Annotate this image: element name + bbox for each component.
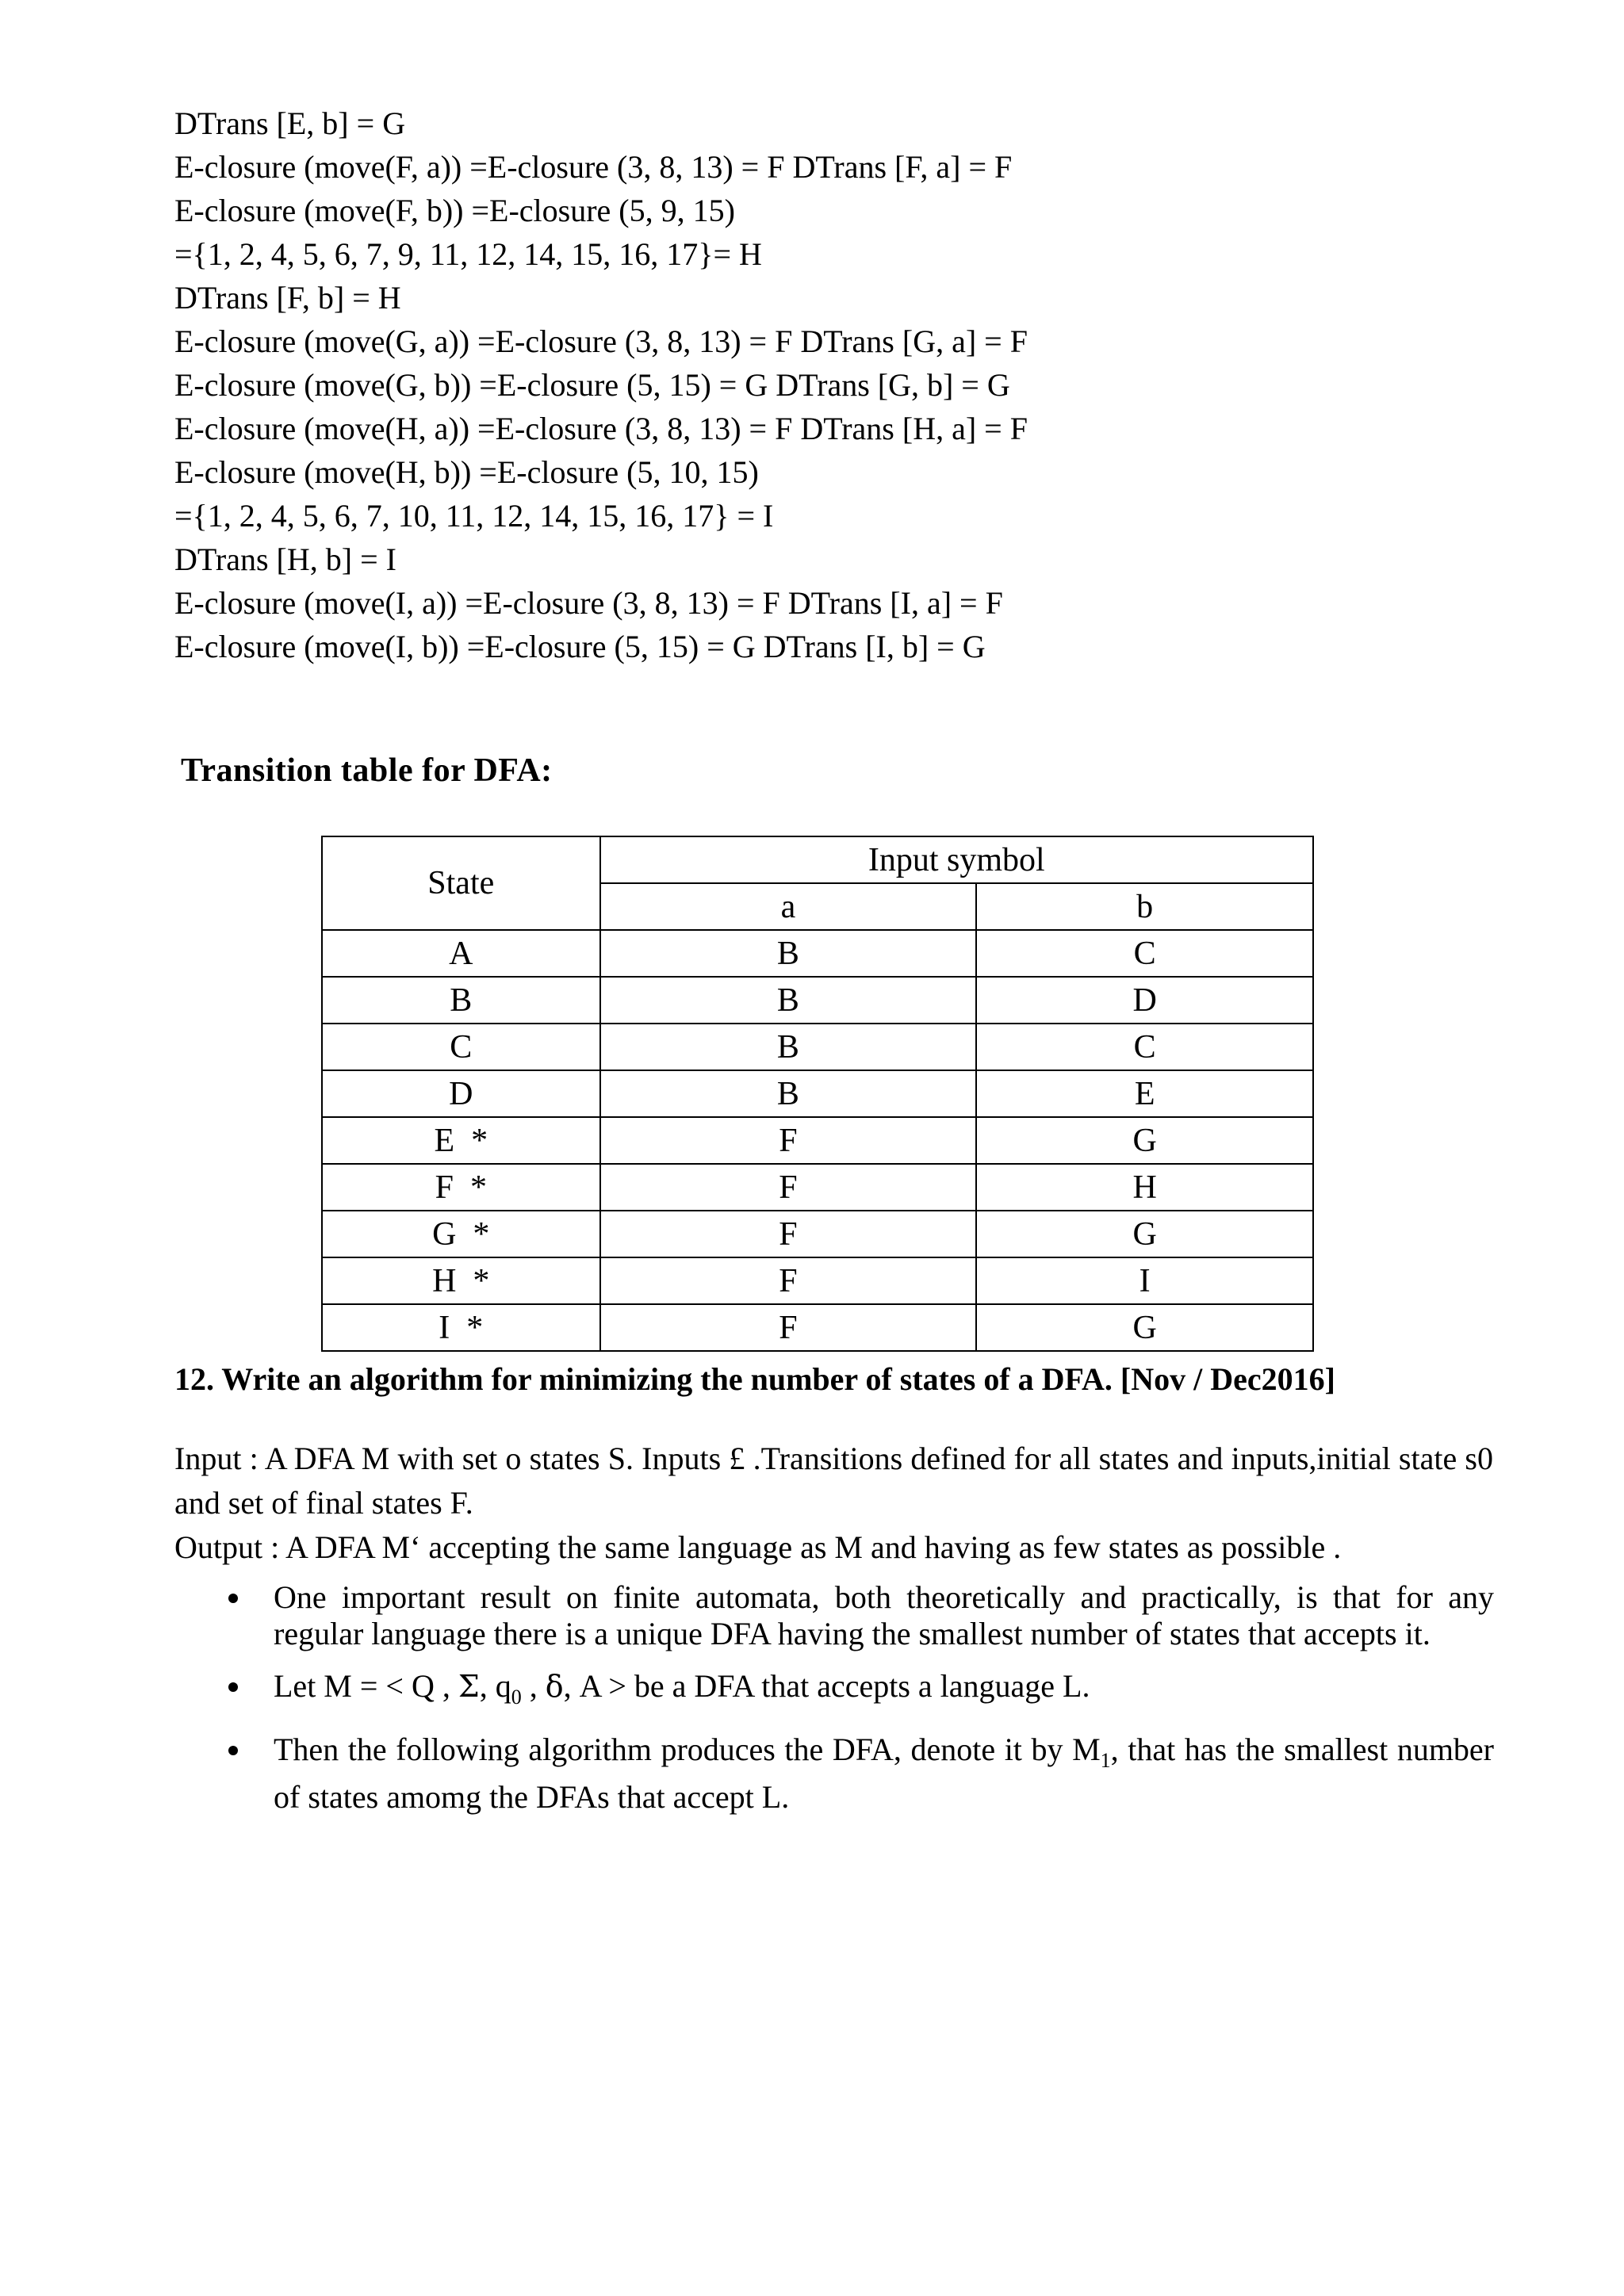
bullet-text: Let M = < Q , [274,1668,458,1704]
table-row [322,1257,1313,1304]
symbol-b-header: b [976,883,1313,930]
transition-b-cell: I [976,1257,1313,1304]
state-cell: B [322,977,600,1024]
subscript: 0 [511,1686,522,1709]
transition-b-cell: G [976,1211,1313,1257]
state-cell: F * [322,1164,600,1211]
table-title: Transition table for DFA: [181,752,553,789]
derivation-line: DTrans [F, b] = H [174,280,401,316]
derivation-line: ={1, 2, 4, 5, 6, 7, 10, 11, 12, 14, 15, 16, 17} = I [174,498,774,534]
derivation-line: E-closure (move(F, a)) =E-closure (3, 8, 13) = F DTrans [F, a] = F [174,149,1013,185]
table-row [322,1304,1313,1351]
output-paragraph: Output : A DFA M‘ accepting the same language as M and having as few states as possible . [174,1529,1342,1565]
transition-b-cell: G [976,1304,1313,1351]
state-cell: D [322,1070,600,1117]
state-header: State [322,836,600,930]
bullet-list [222,1579,1494,1831]
derivation-line: E-closure (move(I, b)) =E-closure (5, 15) = G DTrans [I, b] = G [174,629,986,664]
transition-b-cell: G [976,1117,1313,1164]
input-symbol-header: Input symbol [600,836,1313,883]
transition-b-cell: H [976,1164,1313,1211]
delta-symbol: δ [545,1669,564,1704]
bullet-text: One important result on finite automata, both theoretically and practically, is that for any regular language there is a unique DFA having the smallest number of states that accepts it. [274,1579,1494,1651]
input-paragraph: Input : A DFA M with set o states S. Inputs £ .Transitions defined for all states and inputs,initial state s0 and set of final states F. [174,1441,1493,1521]
list-item [222,1732,1494,1816]
derivation-line: E-closure (move(G, a)) =E-closure (3, 8, 13) = F DTrans [G, a] = F [174,323,1028,359]
state-cell: H * [322,1257,600,1304]
bullet-icon [228,1682,238,1692]
bullet-text: , A > be a DFA that accepts a language L. [563,1668,1090,1704]
derivation-line: E-closure (move(H, a)) =E-closure (3, 8, 13) = F DTrans [H, a] = F [174,411,1028,446]
list-item [222,1579,1494,1652]
subscript: 1 [1100,1749,1111,1772]
transition-a-cell: F [600,1304,977,1351]
transition-b-cell: C [976,1024,1313,1070]
list-item [222,1668,1494,1716]
table-row [322,1117,1313,1164]
transition-a-cell: F [600,1257,977,1304]
bullet-icon [228,1746,238,1755]
transition-b-cell: E [976,1070,1313,1117]
derivation-line: DTrans [H, b] = I [174,541,396,577]
derivation-line: E-closure (move(F, b)) =E-closure (5, 9, 15) [174,193,735,228]
bullet-text: Then the following algorithm produces the DFA, denote it by M [274,1732,1101,1767]
table-row [322,1211,1313,1257]
question-heading: 12. Write an algorithm for minimizing the number of states of a DFA. [Nov / Dec2016] [174,1361,1335,1397]
transition-a-cell: B [600,1024,977,1070]
table-row [322,1070,1313,1117]
derivation-line: E-closure (move(I, a)) =E-closure (3, 8, 13) = F DTrans [I, a] = F [174,585,1003,621]
table-row [322,1024,1313,1070]
transition-a-cell: F [600,1211,977,1257]
dfa-transition-table [321,836,1314,1352]
transition-a-cell: B [600,977,977,1024]
state-cell: C [322,1024,600,1070]
derivation-line: DTrans [E, b] = G [174,105,406,141]
table-row [322,1164,1313,1211]
transition-a-cell: B [600,1070,977,1117]
bullet-text: , [521,1668,546,1704]
state-cell: E * [322,1117,600,1164]
state-cell: A [322,930,600,977]
bullet-text: , that has the smallest number of states amomg the DFAs that accept L. [274,1732,1495,1815]
state-cell: I * [322,1304,600,1351]
derivation-line: E-closure (move(H, b)) =E-closure (5, 10, 15) [174,454,759,490]
sigma-symbol: Σ [458,1669,480,1704]
derivation-block [174,101,1522,668]
transition-a-cell: F [600,1164,977,1211]
derivation-line: E-closure (move(G, b)) =E-closure (5, 15) = G DTrans [G, b] = G [174,367,1010,403]
transition-a-cell: B [600,930,977,977]
transition-b-cell: D [976,977,1313,1024]
symbol-a-header: a [600,883,977,930]
bullet-text: , q [479,1668,511,1704]
table-row [322,977,1313,1024]
table-row [322,930,1313,977]
bullet-icon [228,1594,238,1603]
transition-a-cell: F [600,1117,977,1164]
transition-b-cell: C [976,930,1313,977]
state-cell: G * [322,1211,600,1257]
derivation-line: ={1, 2, 4, 5, 6, 7, 9, 11, 12, 14, 15, 16, 17}= H [174,236,762,272]
